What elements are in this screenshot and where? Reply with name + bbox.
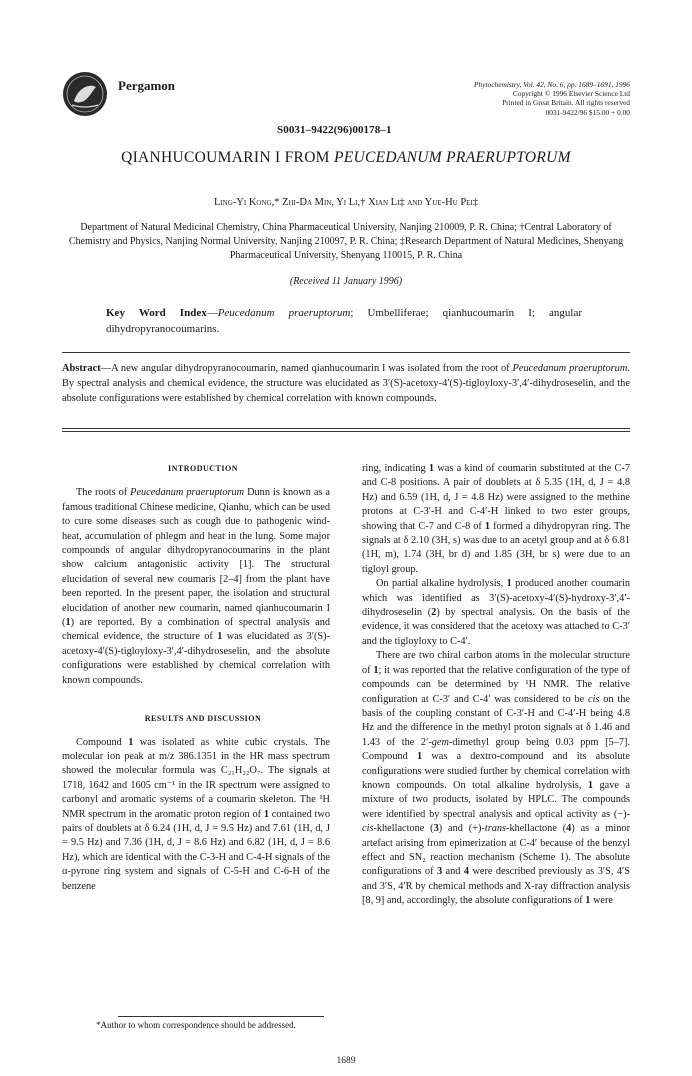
compound-ref: 4 (566, 823, 572, 835)
received-date: (Received 11 January 1996) (289, 276, 403, 287)
compound-ref: 1 (217, 631, 223, 643)
compound-ref: 1 (263, 808, 269, 820)
left-column (62, 462, 330, 894)
compound-ref: 2 (431, 607, 437, 619)
right-text: ring, indicating (362, 463, 429, 474)
intro-text-d: was elucidated as 3′(S)-acetoxy-4′(S)-tigloyloxy-3′,4′-dihydroseselin, and the absolute configurations were established by chemical correlation with known compounds. (62, 631, 330, 686)
abstract-species: Peucedanum praeruptorum (512, 363, 628, 374)
abstract-text-2: . By spectral analysis and chemical evidence, the structure was elucidated as 3′(S)-acetoxy-4′(S)-tigloyloxy-3′,4′-dihydroseselin, and the absolute configurations were established by chemical correlation with known compounds. (62, 363, 630, 405)
pergamon-logo (62, 71, 108, 117)
compound-ref: 1 (484, 520, 491, 532)
results-text-c: contained two pairs of doublets at δ 6.24 (1H, d, J = 9.5 Hz) and 7.61 (1H, d, J = 9.5 Hz) and 7.36 (1H, d, J = 8.6 Hz) and 6.82 (1H, d, J = 8.6 Hz), which are identical with the C-3-H and C-4-H signals of the α-pyrone ring system and signals of C-5-H and C-6-H of the benzene (62, 808, 330, 892)
introduction-heading: INTRODUCTION (167, 464, 238, 473)
compound-ref: 4 (463, 866, 470, 878)
right-text: and (442, 866, 464, 878)
right-text: There are two chiral carbon atoms in the molecular structure of (362, 650, 630, 676)
intro-species: Peucedanum praeruptorum (130, 487, 245, 499)
results-heading: RESULTS AND DISCUSSION (144, 714, 262, 724)
introduction-paragraph (62, 486, 330, 688)
intro-text-a: The roots of (76, 487, 131, 499)
right-text: was a dextro-compound and its absolute configurations were studied further by chemical correlation with known compounds. On total alkaline hydrolysis, (362, 751, 630, 791)
right-text: -dimethyl group being 0.03 ppm [5–7]. Compound (362, 736, 630, 763)
footnote-rule (118, 1016, 324, 1017)
title-main: QIANHUCOUMARIN I FROM (121, 149, 334, 166)
footnote: *Author to whom correspondence should be addressed. (96, 1020, 296, 1030)
intro-text-c: ) are reported. By a combination of spectral analysis and chemical evidence, the structure of (62, 617, 330, 643)
italic-term: cis (588, 693, 600, 705)
compound-ref: 1 (428, 463, 435, 474)
keywords-species: Peucedanum praeruptorum (217, 307, 351, 319)
right-text: ) and (+)- (438, 823, 485, 835)
abstract-label: Abstract (62, 363, 101, 374)
abstract (62, 361, 630, 407)
divider-top (62, 352, 630, 353)
compound-ref: 1 (506, 578, 512, 590)
title-species: PEUCEDANUM PRAERUPTORUM (333, 149, 571, 166)
keywords-label: Key Word Index (106, 307, 207, 319)
right-text: ; it was reported that the relative configuration of the type of compounds can be determined by ¹H NMR. The relative configuration at C-3′ and C-4′ was considered to be (362, 664, 630, 705)
right-text: on the basis of the coupling constant of C-3′-H and C-4′-H being 4.8 Hz and the difference in the methyl proton signals at δ 1.46 and 1.43 of the 2′- (362, 693, 630, 748)
italic-term: gem (431, 736, 449, 748)
divider-bottom-2 (62, 431, 630, 432)
compound-ref: 1 (128, 736, 134, 748)
compound-ref: 3 (433, 823, 439, 835)
journal-line: Phytochemistry, Vol. 42, No. 6, pp. 1689–1691, 1996 (473, 80, 630, 89)
affiliation: Department of Natural Medicinal Chemistry, China Pharmaceutical University, Nanjing 210009, P. R. China; †Central Laboratory of Chemistry and Physics, Nanjing Normal University, Nanjing 210097, P. R. China; ‡Research Department of Natural Medicines, Shenyang Pharmaceutical University, Shenyang 110015, P. R. China (68, 222, 624, 261)
paper-title (0, 149, 692, 167)
right-paragraph-1 (362, 462, 630, 577)
compound-ref: 1 (373, 664, 379, 676)
right-text: were described previously as 3′S, 4′S and 3′S, 4′R by chemical methods and X-ray diffraction analysis [8, 9] and, accordingly, the absolute configurations of (362, 866, 630, 907)
results-text-b: was isolated as white cubic crystals. The molecular ion peak at m/z 386.1351 in the HR mass spectrum showed the molecular formula was C₂₁H₂₂O₇. The signals at 1718, 1642 and 1605 cm⁻¹ in the IR spectrum were assigned to carbonyl and aromatic systems of a coumarin skeleton. The ¹H NMR spectrum in the aromatic proton region of (62, 736, 330, 820)
right-text: ) by spectral analysis. On the basis of the evidence, it was considered that the acetoxy was attached to C-3′ and the tigloyloxy to C-4′. (362, 607, 631, 647)
intro-text-b: Dunn is known as a famous traditional Chinese medicine, Qianhu, which can be used to cure some diseases such as cough due to pathogenic wind-heat, accumulation of phlegm and heat in the lung. Some major compounds of angular dihydropyranocoumarins in the plant show calcium antagonistic activity [1]. The structural elucidation of several new coumaris [2–4] from the plant have been reported. In the present paper, the isolation and structural elucidation of another new coumarin, named qianhucoumarin I ( (62, 487, 330, 629)
right-text: -khellactone ( (506, 823, 567, 835)
abstract-text-1: A new angular dihydropyranocoumarin, named qianhucoumarin I was isolated from the root of (111, 363, 513, 374)
right-text: produced another coumarin which was identified as 3′(S)-acetoxy-4′(S)-hydroxy-3′,4′-dihydroseselin ( (362, 578, 630, 619)
right-text: was a kind of coumarin substituted at the C-7 and C-8 positions. A pair of doublets at δ 5.35 (1H, d, J = 4.8 Hz) and 6.59 (1H, d, J = 4.8 Hz) were assigned to the methine protons at C-3′-H and C-4′-H linked to two ester groups, showing that C-7 and C-8 of (362, 463, 630, 532)
results-text-a: Compound (76, 736, 129, 748)
right-text: were (590, 895, 613, 907)
compound-ref: 1 (416, 751, 423, 763)
keywords-rest: ; Umbelliferae; qianhucoumarin I; angular dihydropyranocoumarins. (106, 307, 582, 335)
italic-term: trans (484, 823, 507, 835)
compound-ref: 1 (65, 617, 71, 629)
divider-bottom-1 (62, 428, 630, 429)
compound-ref: 1 (587, 779, 594, 791)
compound-ref: 3 (436, 866, 443, 878)
copyright-line: Copyright © 1996 Elsevier Science Ltd (512, 89, 630, 99)
right-paragraph-2 (362, 577, 630, 649)
keywords-dash: — (206, 307, 218, 319)
doi-code: S0031–9422(96)00178–1 (277, 124, 392, 136)
abstract-dash: — (100, 363, 112, 374)
italic-term: cis (362, 823, 374, 835)
keywords (106, 305, 582, 337)
price-line: 0031-9422/96 $15.00 + 0.00 (545, 107, 630, 117)
journal-info (390, 80, 630, 117)
authors: Ling-Yi Kong,* Zhi-Da Min, Yi Li,† Xian Li‡ and Yue-Hu Pei‡ (213, 197, 479, 208)
page-number: 1689 (336, 1056, 356, 1066)
right-text: formed a dihydropyran ring. The signals at δ 2.10 (3H, s) was due to an acetyl group and at δ 6.81 (1H, m), 1.74 (3H, br d) and 1.85 (3H, br s) were due to an tigloyl group. (362, 520, 630, 575)
right-paragraph-3 (362, 649, 630, 908)
printed-line: Printed in Great Britain. All rights reserved (502, 98, 630, 108)
right-text: -khellactone ( (373, 823, 434, 835)
publisher-name: Pergamon (118, 78, 176, 93)
right-text: On partial alkaline hydrolysis, (376, 578, 507, 590)
right-text: ) as a minor artefact arising from epimerization at C-4′ because of the benzyl effect and SN₂ reaction mechanism (Scheme 1). The absolute configurations of (362, 823, 631, 878)
compound-ref: 1 (585, 895, 591, 907)
right-text: gave a mixture of two products, isolated by HPLC. The compounds were identified by spectral analysis and optical activity as (−)- (362, 779, 631, 820)
results-paragraph (62, 736, 330, 894)
right-column (362, 462, 630, 909)
